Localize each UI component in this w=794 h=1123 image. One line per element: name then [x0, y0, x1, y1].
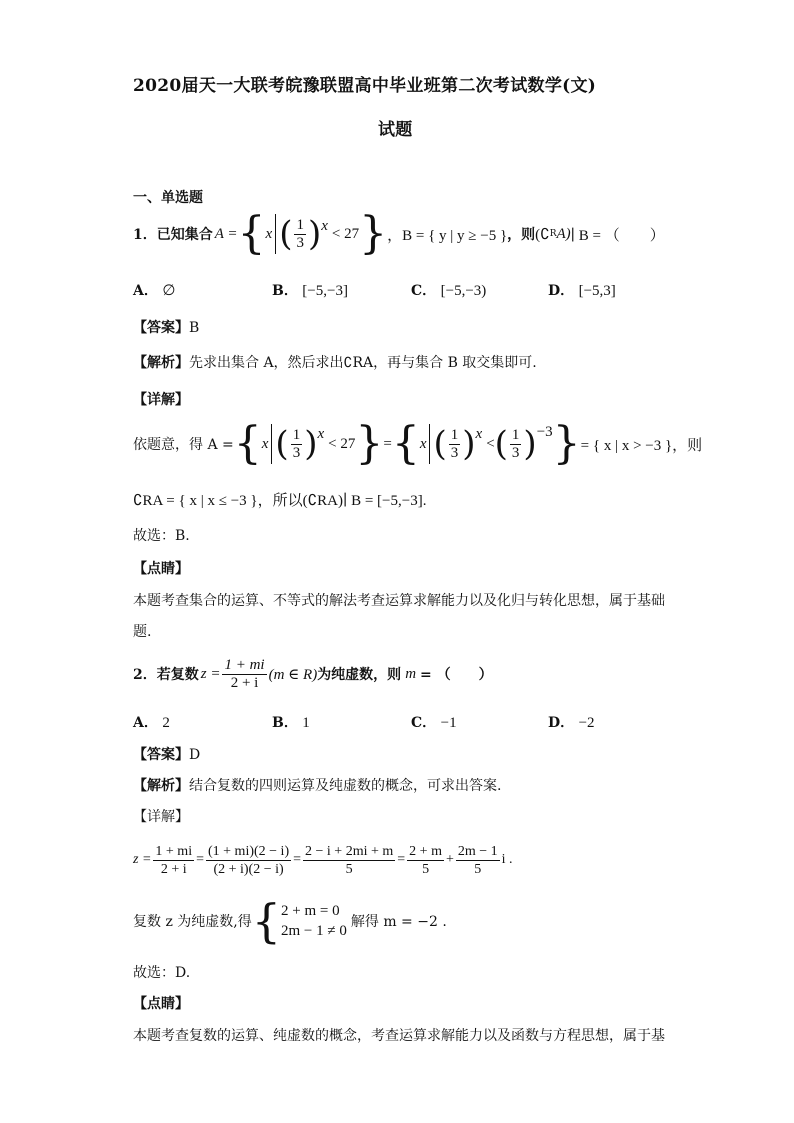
detail-tag: 【详解】: [133, 809, 189, 825]
answer-line: 【答案】D: [133, 747, 201, 763]
complement: (∁: [535, 226, 550, 243]
set-bar: [275, 214, 276, 254]
detail-equation-1: 依题意，得 A = { x ( $\frac{1}{3}$ ) x < 27 } = { x ( $\frac{1}{3}$ ) x < ( $\frac{1}{3}$ ) −3 } = { x | x > −3 }，则: [133, 418, 703, 469]
page-title-line2: 试题: [378, 120, 413, 140]
set-b: ，B = { y | y ≥ −5 }: [387, 227, 508, 244]
answer-line: 【答案】B: [133, 320, 200, 336]
question-lead: 已知集合: [156, 227, 213, 243]
section-heading: 一、单选题: [133, 190, 203, 206]
set-a-var: x: [265, 225, 273, 242]
left-brace: {: [237, 208, 266, 259]
fraction-one-third: $\frac{1}{3}$: [296, 216, 304, 251]
question-ask: ，则: [507, 227, 536, 243]
page-title: 2020届天一大联考皖豫联盟高中毕业班第二次考试数学(文): [133, 76, 597, 96]
comment-line-1: 本题考查集合的运算、不等式的解法考查运算求解能力以及化归与转化思想，属于基础: [133, 593, 665, 609]
option-c[interactable]: C． [−5,−3): [411, 283, 487, 299]
comment-tag: 【点睛】: [133, 561, 189, 577]
intersection: ∣ B = （ ）: [570, 227, 665, 244]
option-d[interactable]: D． −2: [548, 715, 595, 731]
choose-line: 故选：B.: [133, 528, 190, 544]
option-b[interactable]: B． [−5,−3]: [272, 283, 348, 299]
option-d[interactable]: D． [−5,3]: [548, 283, 616, 299]
exponent: x: [321, 218, 328, 234]
detail-equation-2: ∁RA = { x | x ≤ −3 }，所以(∁RA)∣ B = [−5,−3].: [133, 493, 427, 509]
option-c[interactable]: C． −1: [411, 715, 457, 731]
option-a[interactable]: A． 2: [133, 715, 170, 731]
comment-tag: 【点睛】: [133, 996, 189, 1012]
comment-line-2: 题.: [133, 624, 152, 640]
analysis-line: 【解析】先求出集合 A，然后求出∁RA，再与集合 B 取交集即可.: [133, 355, 537, 371]
comment-line-1: 本题考查复数的运算、纯虚数的概念，考查运算求解能力以及函数与方程思想，属于基: [133, 1028, 665, 1044]
detail-equation: z = $\frac{1 + mi}{2 + i}$ = $\frac{(1 + mi)(2 - i)}{(2 + i)(2 - i)}$ = $\frac{2 - i + 2mi + m}{5}$ = $\frac{2 + m}{5}$ + $\frac{2m - 1}{5}$ i .: [133, 843, 513, 877]
set-a-prefix: A =: [214, 225, 238, 242]
choose-line: 故选：D.: [133, 965, 191, 981]
condition-line: 复数 z 为纯虚数,得 { 2 + m = 0 2m − 1 ≠ 0 解得 m = −2 .: [133, 894, 447, 948]
inequality: < 27: [331, 225, 360, 242]
question-number: 1．: [133, 227, 157, 243]
fraction-z: $\frac{1 + mi}{2 + i}$: [224, 656, 265, 691]
detail-tag: 【详解】: [133, 392, 189, 408]
option-a[interactable]: A． ∅: [133, 283, 176, 299]
question-1-stem: 1． 已知集合 A = { x ( $\frac{1}{3}$ ) x < 27 } ，B = { y | y ≥ −5 } ，则 (∁ R A) ∣ B = （ ）: [133, 208, 665, 259]
question-2-stem: 2． 若复数 z = $\frac{1 + mi}{2 + i}$ (m ∈ R) 为纯虚数，则 m = （ ）: [133, 656, 493, 691]
analysis-line: 【解析】结合复数的四则运算及纯虚数的概念，可求出答案.: [133, 778, 502, 794]
right-brace: }: [359, 208, 388, 259]
option-b[interactable]: B． 1: [272, 715, 310, 731]
